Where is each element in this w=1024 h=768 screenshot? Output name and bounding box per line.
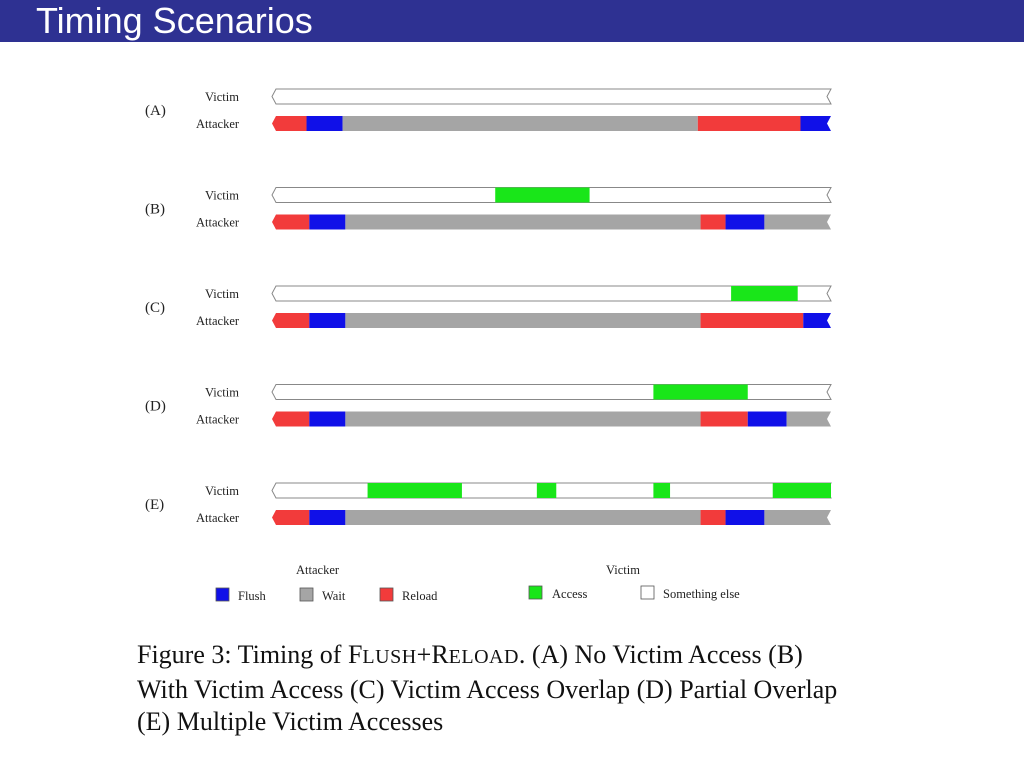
attacker-reload-segment — [272, 116, 307, 131]
victim-access-segment — [537, 483, 556, 498]
caption-suffix: . (A) No Victim Access (B) With Victim Access (C) Victim Access Overlap (D) Partial Overlap (E) Multiple Victim Accesses — [137, 640, 838, 736]
attacker-row-label: Attacker — [196, 215, 240, 230]
attacker-row-label: Attacker — [196, 314, 240, 328]
attacker-row-label: Attacker — [196, 511, 240, 525]
attacker-reload-segment — [701, 313, 804, 328]
attacker-flush-segment — [726, 510, 765, 525]
attacker-reload-segment — [701, 510, 726, 525]
attacker-wait-segment — [343, 116, 698, 131]
attacker-flush-segment — [309, 215, 345, 230]
legend-reload-swatch — [380, 588, 393, 601]
scenario-label: (E) — [145, 497, 165, 513]
attacker-flush-segment — [726, 215, 765, 230]
legend-access-swatch — [529, 586, 542, 599]
attacker-reload-segment — [272, 412, 309, 427]
attacker-wait-segment — [764, 510, 831, 525]
slide-title: Timing Scenarios — [36, 0, 313, 41]
caption-plus: + — [416, 640, 432, 669]
caption-reload-initial: R — [431, 640, 449, 669]
attacker-wait-segment — [345, 313, 700, 328]
victim-access-segment — [731, 286, 798, 301]
attacker-reload-segment — [698, 116, 801, 131]
attacker-row-label: Attacker — [196, 117, 240, 131]
victim-row-label: Victim — [205, 385, 239, 400]
attacker-flush-segment — [748, 412, 787, 427]
legend-something-else-swatch — [641, 586, 654, 599]
legend-something-else-label: Something else — [663, 587, 740, 601]
attacker-reload-segment — [272, 215, 309, 230]
caption-flush-initial: F — [347, 640, 363, 669]
attacker-wait-segment — [764, 215, 831, 230]
attacker-flush-segment — [309, 313, 345, 328]
victim-access-segment — [495, 188, 589, 203]
victim-access-segment — [653, 385, 747, 400]
attacker-reload-segment — [701, 215, 726, 230]
legend-access-label: Access — [552, 587, 588, 601]
attacker-flush-segment — [803, 313, 831, 328]
legend-reload-label: Reload — [402, 589, 438, 603]
legend-victim-heading: Victim — [606, 563, 640, 577]
victim-row-label: Victim — [205, 484, 239, 498]
victim-access-segment — [773, 483, 831, 498]
attacker-flush-segment — [307, 116, 343, 131]
attacker-flush-segment — [800, 116, 831, 131]
attacker-reload-segment — [701, 412, 748, 427]
victim-access-segment — [368, 483, 462, 498]
scenario-label: (A) — [145, 103, 166, 119]
legend-flush-swatch — [216, 588, 229, 601]
scenario-label: (B) — [145, 201, 165, 218]
attacker-flush-segment — [309, 412, 345, 427]
attacker-flush-segment — [309, 510, 345, 525]
attacker-reload-segment — [272, 313, 309, 328]
legend-wait-label: Wait — [322, 589, 346, 603]
attacker-wait-segment — [787, 412, 831, 427]
victim-access-segment — [653, 483, 670, 498]
figure-caption — [137, 639, 857, 739]
caption-prefix: Figure 3: Timing of — [137, 640, 348, 669]
attacker-reload-segment — [272, 510, 309, 525]
scenario-label: (D) — [145, 398, 166, 415]
victim-row-label: Victim — [205, 287, 239, 301]
legend-wait-swatch — [300, 588, 313, 601]
attacker-row-label: Attacker — [196, 412, 240, 427]
victim-timeline-bar — [272, 89, 831, 104]
attacker-wait-segment — [345, 412, 700, 427]
caption-reload-rest: ELOAD — [448, 646, 519, 668]
legend-flush-label: Flush — [238, 589, 266, 603]
scenario-label: (C) — [145, 300, 165, 316]
caption-flush-rest: LUSH — [362, 646, 417, 668]
attacker-wait-segment — [345, 510, 700, 525]
legend-attacker-heading: Attacker — [296, 563, 340, 577]
attacker-wait-segment — [345, 215, 700, 230]
victim-row-label: Victim — [205, 90, 239, 104]
victim-row-label: Victim — [205, 188, 239, 203]
